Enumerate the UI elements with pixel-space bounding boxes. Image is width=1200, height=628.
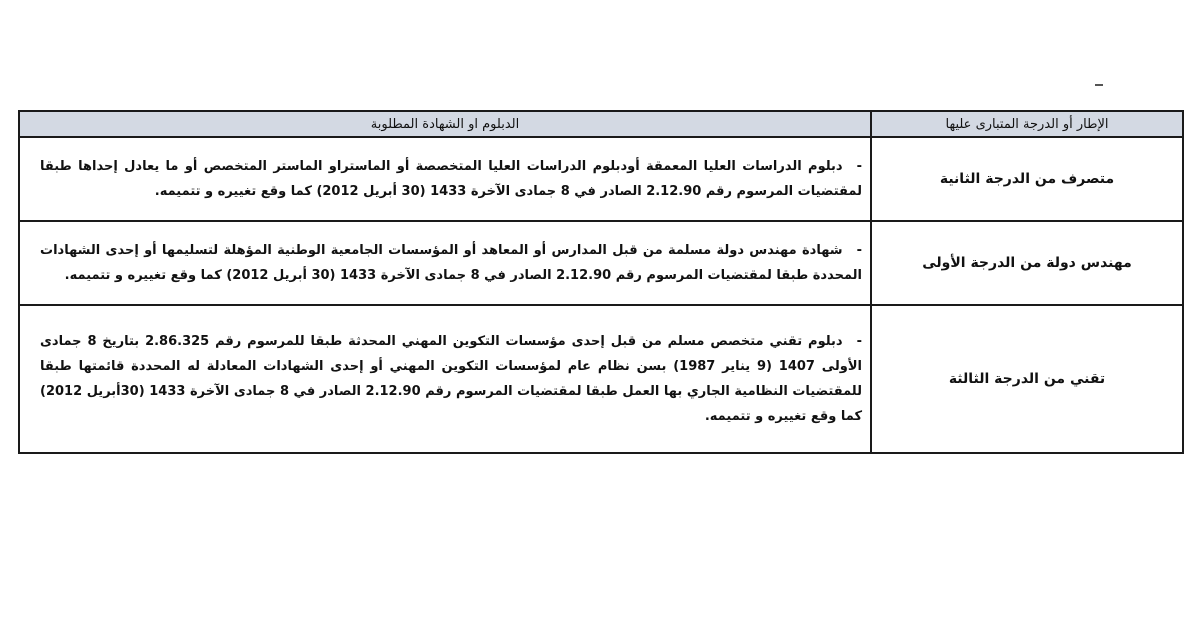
bullet-dash: - bbox=[856, 334, 862, 349]
diploma-text: دبلوم تقني متخصص مسلم من قبل إحدى مؤسسات التكوين المهني المحدثة طبقا للمرسوم رقم 2.86.325 بتاريخ 8 جمادى الأولى 1407 (9 يناير 1987) بسن نظام عام لمؤسسات التكوين المهني أو إحدى الشهادات المعادلة له المحددة قائمتها طبقا للمقتضيات النظامية الجاري بها العمل طبقا لمقتضيات المرسوم رقم 2.12.90 الصادر في 8 جمادى الآخرة 1433 (30أبريل 2012) كما وقع تغييره و تتميمه. bbox=[40, 334, 863, 424]
bullet-dash: - bbox=[856, 243, 862, 258]
diploma-text: دبلوم الدراسات العليا المعمقة أودبلوم الدراسات العليا المتخصصة أو الماستراو الماستر المتخصص أو ما يعادل إحداها طبقا لمقتضيات المرسوم رقم 2.12.90 الصادر في 8 جمادى الآخرة 1433 (30 أبريل 2012) كما وقع تغييره و تتميمه. bbox=[40, 159, 862, 199]
grade-cell: تقني من الدرجة الثالثة bbox=[871, 305, 1183, 453]
table-row bbox=[19, 137, 1183, 221]
table-row bbox=[19, 305, 1183, 453]
grades-table bbox=[18, 110, 1184, 454]
table-row bbox=[19, 221, 1183, 305]
header-row bbox=[19, 111, 1183, 137]
bullet-dash: - bbox=[856, 159, 862, 174]
grade-cell: متصرف من الدرجة الثانية bbox=[871, 137, 1183, 221]
diploma-cell bbox=[19, 305, 871, 453]
header-diploma: الدبلوم او الشهادة المطلوبة bbox=[19, 111, 871, 137]
grade-cell: مهندس دولة من الدرجة الأولى bbox=[871, 221, 1183, 305]
diploma-cell bbox=[19, 221, 871, 305]
stray-mark bbox=[1095, 84, 1103, 86]
header-grade: الإطار أو الدرجة المتبارى عليها bbox=[871, 111, 1183, 137]
diploma-cell bbox=[19, 137, 871, 221]
diploma-text: شهادة مهندس دولة مسلمة من قبل المدارس أو المعاهد أو المؤسسات الجامعية الوطنية المؤهلة لتسليمها أو إحدى الشهادات المحددة طبقا لمقتضيات المرسوم رقم 2.12.90 الصادر في 8 جمادى الآخرة 1433 (30 أبريل 2012) كما وقع تغييره و تتميمه. bbox=[40, 243, 862, 283]
